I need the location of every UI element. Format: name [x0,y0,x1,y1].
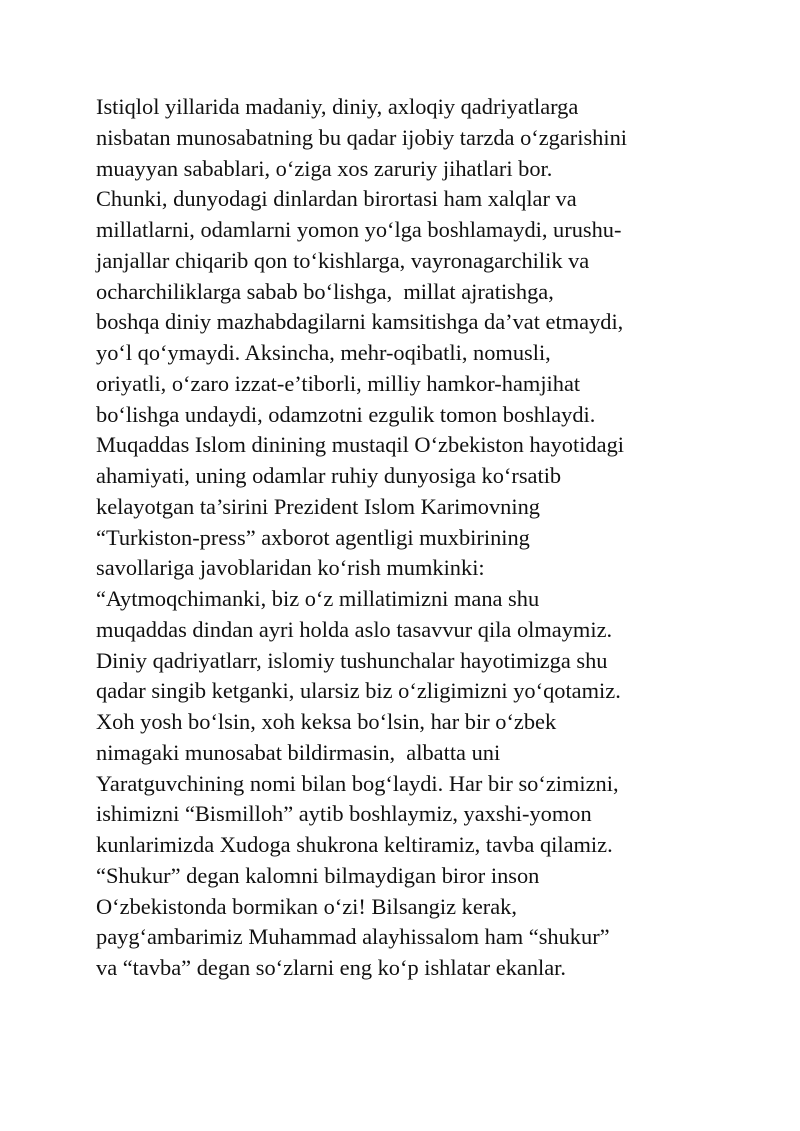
text-line: Istiqlol yillarida madaniy, diniy, axloqiy qadriyatlarga [96,94,579,119]
text-line: payg‘ambarimiz Muhammad alayhissalom ham “shukur” [96,924,610,950]
text-line: savollariga javoblaridan ko‘rish mumkinki: [96,555,485,581]
text-line: bo‘lishga undaydi, odamzotni ezgulik tomon boshlaydi. [96,401,596,427]
text-line: O‘zbekistonda bormikan o‘zi! Bilsangiz kerak, [96,893,517,919]
text-line: ocharchiliklarga sabab bo‘lishga, millat ajratishga, [96,278,554,304]
text-line: va “tavba” degan so‘zlarni eng ko‘p ishlatar ekanlar. [96,955,566,980]
text-line: oriyatli, o‘zaro izzat-e’tiborli, milliy hamkor-hamjihat [96,370,581,396]
text-line: Muqaddas Islom dinining mustaqil O‘zbekiston hayotidagi [96,432,624,458]
text-line: janjallar chiqarib qon to‘kishlarga, vayronagarchilik va [96,247,590,273]
text-line: “Shukur” degan kalomni bilmaydigan biror inson [96,862,540,888]
text-line: muqaddas dindan ayri holda aslo tasavvur qila olmaymiz. [96,616,613,642]
text-line: qadar singib ketganki, ularsiz biz o‘zligimizni yo‘qotamiz. [96,678,621,704]
body-text [96,92,736,984]
text-line: “Turkiston-press” axborot agentligi muxbirining [96,524,530,550]
text-line: muayyan sabablari, o‘ziga xos zaruriy jihatlari bor. [96,155,553,181]
text-line: kunlarimizda Xudoga shukrona keltiramiz, tavba qilamiz. [96,832,613,857]
text-line: nisbatan munosabatning bu qadar ijobiy tarzda o‘zgarishini [96,124,628,150]
text-line: Chunki, dunyodagi dinlardan birortasi ham xalqlar va [96,186,577,212]
text-line: “Aytmoqchimanki, biz o‘z millatimizni mana shu [96,586,540,611]
text-line: Yaratguvchining nomi bilan bog‘laydi. Har bir so‘zimizni, [96,770,619,796]
text-line: ishimizni “Bismilloh” aytib boshlaymiz, yaxshi-yomon [96,801,592,827]
text-line: ahamiyati, uning odamlar ruhiy dunyosiga ko‘rsatib [96,463,562,488]
text-line: nimagaki munosabat bildirmasin, albatta uni [96,739,501,765]
text-line: millatlarni, odamlarni yomon yo‘lga boshlamaydi, urushu- [96,217,622,242]
text-line: Xoh yosh bo‘lsin, xoh keksa bo‘lsin, har bir o‘zbek [96,709,557,734]
text-line: kelayotgan ta’sirini Prezident Islom Karimovning [96,493,540,519]
text-line: boshqa diniy mazhabdagilarni kamsitishga da’vat etmaydi, [96,309,624,335]
text-line: yo‘l qo‘ymaydi. Aksincha, mehr-oqibatli, nomusli, [96,340,551,365]
text-line: Diniy qadriyatlarr, islomiy tushunchalar hayotimizga shu [96,647,608,673]
